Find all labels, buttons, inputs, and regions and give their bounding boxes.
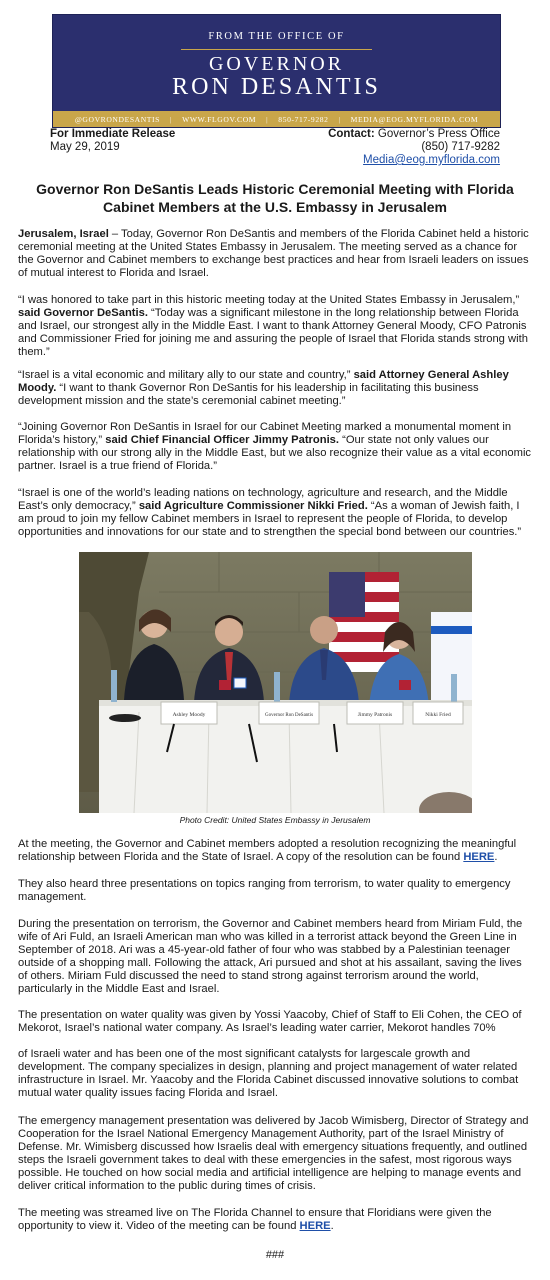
meeting-photo [79,552,472,813]
contact-label: Contact: [328,128,375,140]
paragraph-emergency: The emergency management presentation was delivered by Jacob Wimisberg, Director of Strategy and Cooperation for the Israel National Emergency Management Authority, part of the Israel Ministry of Defense. Mr. Wimisberg discussed how Israelis deal with emergency situations frequently, and outlined steps the Israeli government takes to deal with these emergencies in the safest, most rigorous ways possible. He touched on how social media and artificial intelligence are helping to manage events and deliver critical information to the public during times of crisis. [18,1115,529,1192]
contact-office: Governor’s Press Office [377,128,500,140]
banner-name: RON DESANTIS [172,74,381,100]
placard-patronis: Jimmy Patronis [357,712,393,718]
paragraph-mekorot: of Israeli water and has been one of the most significant catalysts for largescale growth and development. The company specializes in design, planning and project management of water related infrastructure in Israel. Mr. Yaacoby and the Florida Cabinet discussed innovative solutions to combat mutual water quality issues facing Florida and Israel. [18,1048,519,1099]
quote-text: “Israel is one of the world’s leading nations on technology, agriculture and research, and the Middle East’s only democracy,” [18,487,508,512]
quote-text: “I want to thank Governor Ron DeSantis for his leadership in facilitating this business development mission and the state’s ceremonial cabinet meeting.” [18,382,479,407]
paragraph-presentations: They also heard three presentations on topics ranging from terrorism, to water quality to emergency management. [18,878,511,903]
banner-separator: | [170,114,173,124]
placard-desantis: Governor Ron DeSantis [264,713,314,718]
banner-separator: | [338,114,341,124]
contact-info [328,128,500,167]
quote-speaker: said Attorney General Ashley Moody. [18,369,509,394]
banner-email: MEDIA@EOG.MYFLORIDA.COM [350,114,479,124]
letterhead-banner [52,14,501,128]
paragraph-stream [18,1207,534,1233]
placard-fried: Nikki Fried [425,712,451,718]
paragraph-resolution [18,838,534,864]
quote-text: “Our state not only values our relationship with our strong ally in the Middle East, but we also recognize their value as a vital economic partner. Israel is a true friend of Florida.” [18,434,532,472]
quote-text: “I was honored to take part in this historic meeting today at the United States Embassy in Jerusalem,” [18,294,520,306]
photo-caption: Photo Credit: United States Embassy in Jerusalem [179,815,371,825]
end-mark: ### [265,1249,285,1261]
banner-website: WWW.FLGOV.COM [182,114,257,124]
banner-divider [181,49,372,50]
resolution-link[interactable]: HERE [463,851,495,863]
paragraph-moody-quote [18,369,534,408]
quote-speaker: said Agriculture Commissioner Nikki Fried. [138,500,368,512]
quote-text: “Today was a significant milestone in the long relationship between Florida and Israel, our strongest ally in the Middle East. I want to thank Attorney General Moody, CFO Patronis and Commissioner Fried for joining me and assuring the people of Israel that Florida stands strong with them.” [18,307,528,358]
quote-text: “As a woman of Jewish faith, I am proud to join my fellow Cabinet members in Israel to represent the people of Florida, to develop opportunities and innovations for our state and to strengthen the special bond between our countries.” [18,500,522,538]
paragraph-text: . [494,851,498,863]
paragraph-fried-quote [18,487,534,539]
dateline: Jerusalem, Israel [18,228,109,240]
quote-text: “Israel is a vital economic and military ally to our state and country,” [18,369,354,381]
contact-phone: (850) 717-9282 [421,141,500,153]
placard-moody: Ashley Moody [172,712,206,718]
paragraph-text: . [330,1220,334,1232]
paragraph-patronis-quote [18,421,534,473]
banner-separator: | [266,114,269,124]
paragraph-text: – Today, Governor Ron DeSantis and members of the Florida Cabinet held a historic ceremonial meeting at the United States Embassy in Jerusalem. The meeting served as a chance for the Governor and Cabinet members to exchange best practices and hear from Israeli leaders on issues of mutual interest to Florida and Israel. [18,228,529,279]
paragraph-water-quality: The presentation on water quality was given by Yossi Yaacoby, Chief of Staff to Eli Cohen, the CEO of Mekorot, Israel’s national water company. As Israel’s leading water carrier, Mekorot handles 70% [18,1009,522,1034]
contact-line [328,128,500,141]
release-label: For Immediate Release [50,128,176,140]
quote-speaker: said Governor DeSantis. [18,307,148,319]
paragraph-text: The meeting was streamed live on The Florida Channel to ensure that Floridians were given the opportunity to view it. Video of the meeting can be found [18,1207,492,1232]
paragraph-text: At the meeting, the Governor and Cabinet members adopted a resolution recognizing the meaningful relationship between Florida and the State of Israel. A copy of the resolution can be found [18,838,517,863]
paragraph-terrorism: During the presentation on terrorism, the Governor and Cabinet members heard from Miriam Fuld, the wife of Ari Fuld, an Israeli American man who was killed in a terrorist attack beyond the Green Line in September of 2018. Ari was a 45-year-old father of four who was stabbed by a Palestinian teenager outside of a shopping mall. Following the attack, Ari pursued and shot at his assailant, saving the lives of others. Miriam Fuld discussed the need to stand strong against terrorism around the world, particularly in the Middle East and Israel. [18,918,523,995]
quote-speaker: said Chief Financial Officer Jimmy Patronis. [105,434,340,446]
paragraph-governor-quote [18,294,534,359]
banner-from: FROM THE OFFICE OF [208,31,345,42]
release-info [50,128,175,154]
name-placards [161,702,463,724]
quote-text: “Joining Governor Ron DeSantis in Israel for our Cabinet Meeting marked a monumental moment in Florida’s history,” [18,421,512,446]
banner-twitter: @GOVRONDESANTIS [74,114,160,124]
banner-contact-strip [53,111,500,127]
paragraph-intro [18,228,534,280]
banner-phone: 850-717-9282 [278,114,329,124]
headline: Governor Ron DeSantis Leads Historic Ceremonial Meeting with Florida Cabinet Members at the U.S. Embassy in Jerusalem [36,181,514,215]
banner-title: GOVERNOR [208,53,345,75]
contact-email-link[interactable]: Media@eog.myflorida.com [363,154,500,166]
release-date: May 29, 2019 [50,141,120,153]
video-link[interactable]: HERE [299,1220,331,1232]
